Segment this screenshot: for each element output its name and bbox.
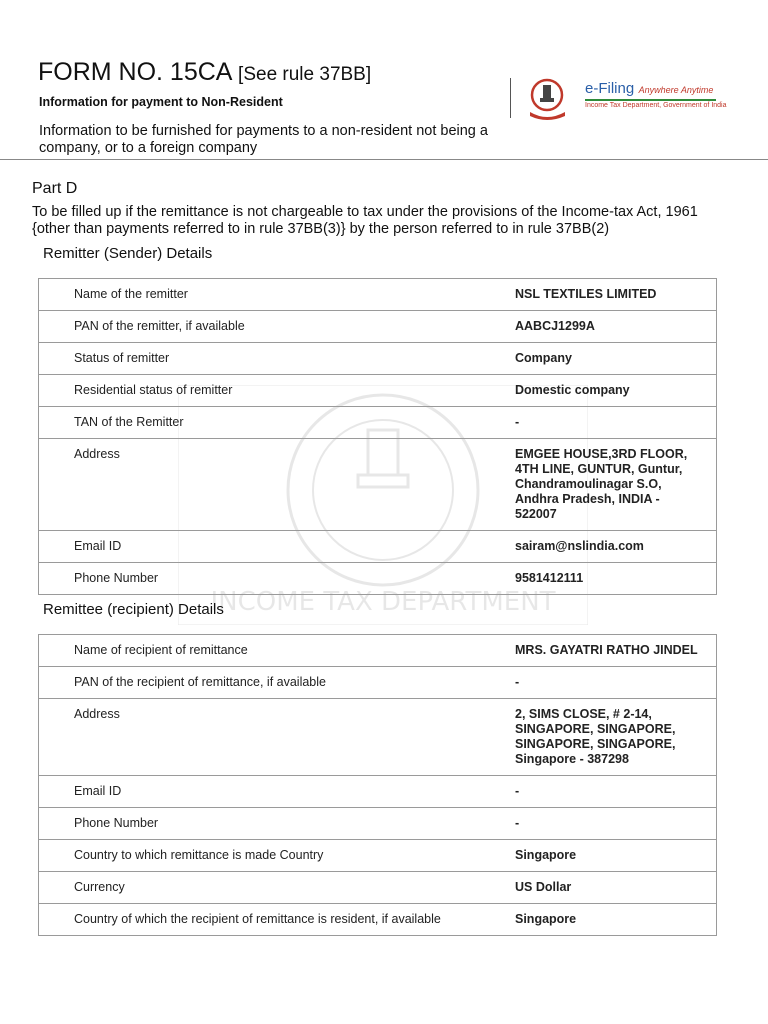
field-label: Residential status of remitter (39, 375, 516, 407)
table-row (39, 904, 717, 936)
efiling-logo (527, 78, 727, 122)
field-value: Domestic company (515, 375, 717, 407)
field-value: sairam@nslindia.com (515, 531, 717, 563)
table-row (39, 439, 717, 531)
field-value: NSL TEXTILES LIMITED (515, 279, 717, 311)
form-number: FORM NO. 15CA (38, 58, 232, 86)
table-row (39, 776, 717, 808)
field-label: PAN of the remitter, if available (39, 311, 516, 343)
field-value: EMGEE HOUSE,3RD FLOOR, 4TH LINE, GUNTUR, Guntur, Chandramoulinagar S.O, Andhra Pradesh, INDIA - 522007 (515, 439, 717, 531)
field-label: Email ID (39, 531, 516, 563)
field-label: Address (39, 439, 516, 531)
field-label: Status of remitter (39, 343, 516, 375)
field-value: 9581412111 (515, 563, 717, 595)
field-label: Address (39, 699, 516, 776)
field-label: Currency (39, 872, 516, 904)
table-row (39, 635, 717, 667)
field-label: Name of recipient of remittance (39, 635, 516, 667)
field-value: - (515, 776, 717, 808)
remittee-section-title: Remittee (recipient) Details (43, 601, 224, 618)
efiling-tagline: Anywhere Anytime (638, 85, 714, 95)
field-value: - (515, 667, 717, 699)
table-row (39, 375, 717, 407)
field-value: AABCJ1299A (515, 311, 717, 343)
field-value: - (515, 808, 717, 840)
part-title: Part D (32, 180, 78, 197)
field-label: Name of the remitter (39, 279, 516, 311)
watermark-text: INCOME TAX DEPARTMENT (210, 587, 556, 617)
emblem-seal-icon (527, 78, 579, 120)
form-subtitle: Information for payment to Non-Resident (39, 95, 283, 109)
field-label: PAN of the recipient of remittance, if available (39, 667, 516, 699)
field-label: Country of which the recipient of remittance is resident, if available (39, 904, 516, 936)
field-value: US Dollar (515, 872, 717, 904)
remitter-details-table (38, 278, 717, 595)
table-row (39, 531, 717, 563)
field-value: - (515, 407, 717, 439)
table-row (39, 311, 717, 343)
remittee-details-table (38, 634, 717, 936)
header-rule (0, 159, 768, 160)
table-row (39, 699, 717, 776)
remitter-section-title: Remitter (Sender) Details (43, 245, 213, 262)
form-description: Information to be furnished for payments to a non-resident not being a company, or to a foreign company (39, 123, 488, 156)
header-divider (510, 78, 511, 118)
efiling-department: Income Tax Department, Government of India (585, 102, 727, 109)
part-description: To be filled up if the remittance is not chargeable to tax under the provisions of the Income-tax Act, 1961 {other than payments referred to in rule 37BB(3)} by the person referred to in rule 37BB(2) (32, 204, 698, 237)
field-value: MRS. GAYATRI RATHO JINDEL (515, 635, 717, 667)
table-row (39, 407, 717, 439)
field-label: TAN of the Remitter (39, 407, 516, 439)
field-label: Phone Number (39, 808, 516, 840)
efiling-brand-name: e-Filing (585, 80, 635, 97)
table-row (39, 667, 717, 699)
form-rule: [See rule 37BB] (238, 64, 372, 85)
field-value: Singapore (515, 904, 717, 936)
field-value: 2, SIMS CLOSE, # 2-14, SINGAPORE, SINGAPORE, SINGAPORE, SINGAPORE, Singapore - 387298 (515, 699, 717, 776)
table-row (39, 563, 717, 595)
efiling-brand (585, 80, 713, 98)
logo-underline (585, 99, 716, 101)
field-label: Email ID (39, 776, 516, 808)
table-row (39, 872, 717, 904)
table-row (39, 343, 717, 375)
field-value: Company (515, 343, 717, 375)
table-row (39, 840, 717, 872)
field-value: Singapore (515, 840, 717, 872)
field-label: Country to which remittance is made Country (39, 840, 516, 872)
table-row (39, 808, 717, 840)
field-label: Phone Number (39, 563, 516, 595)
table-row (39, 279, 717, 311)
form-title (38, 58, 371, 87)
